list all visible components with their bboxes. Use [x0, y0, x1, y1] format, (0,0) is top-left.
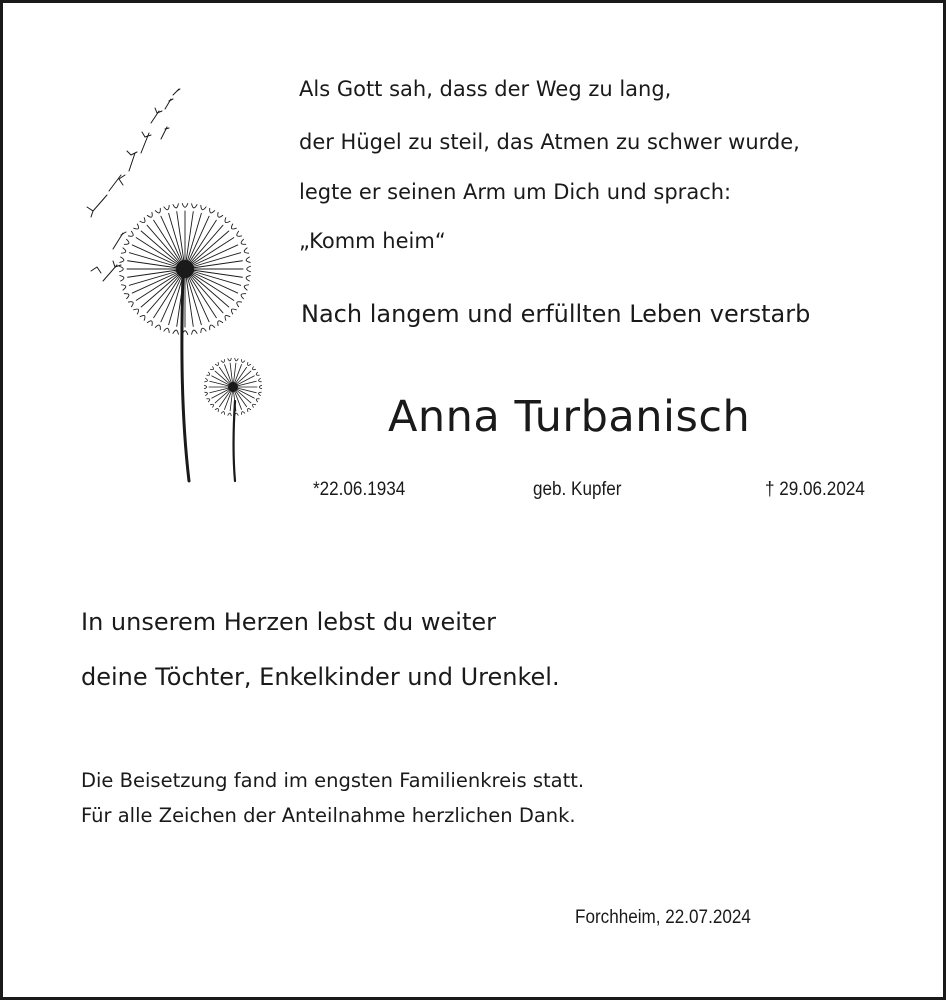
poem-line-1: Als Gott sah, dass der Weg zu lang, — [299, 77, 672, 101]
family-line-1: In unserem Herzen lebst du weiter — [81, 608, 496, 636]
notice-line-2: Für alle Zeichen der Anteilnahme herzlichen Dank. — [81, 804, 576, 827]
poem-line-3: legte er seinen Arm um Dich und sprach: — [299, 180, 732, 204]
deceased-name: Anna Turbanisch — [388, 392, 751, 442]
poem-line-4: „Komm heim“ — [299, 229, 446, 253]
intro-text: Nach langem und erfüllten Leben verstarb — [301, 300, 811, 328]
family-line-2: deine Töchter, Enkelkinder und Urenkel. — [81, 663, 560, 691]
dandelion-icon — [73, 83, 273, 493]
birth-date: *22.06.1934 — [313, 479, 406, 500]
place-date: Forchheim, 22.07.2024 — [575, 907, 751, 928]
death-date: † 29.06.2024 — [765, 479, 865, 500]
maiden-name: geb. Kupfer — [533, 479, 622, 500]
notice-line-1: Die Beisetzung fand im engsten Familienkreis statt. — [81, 769, 585, 792]
poem-line-2: der Hügel zu steil, das Atmen zu schwer wurde, — [299, 130, 800, 154]
